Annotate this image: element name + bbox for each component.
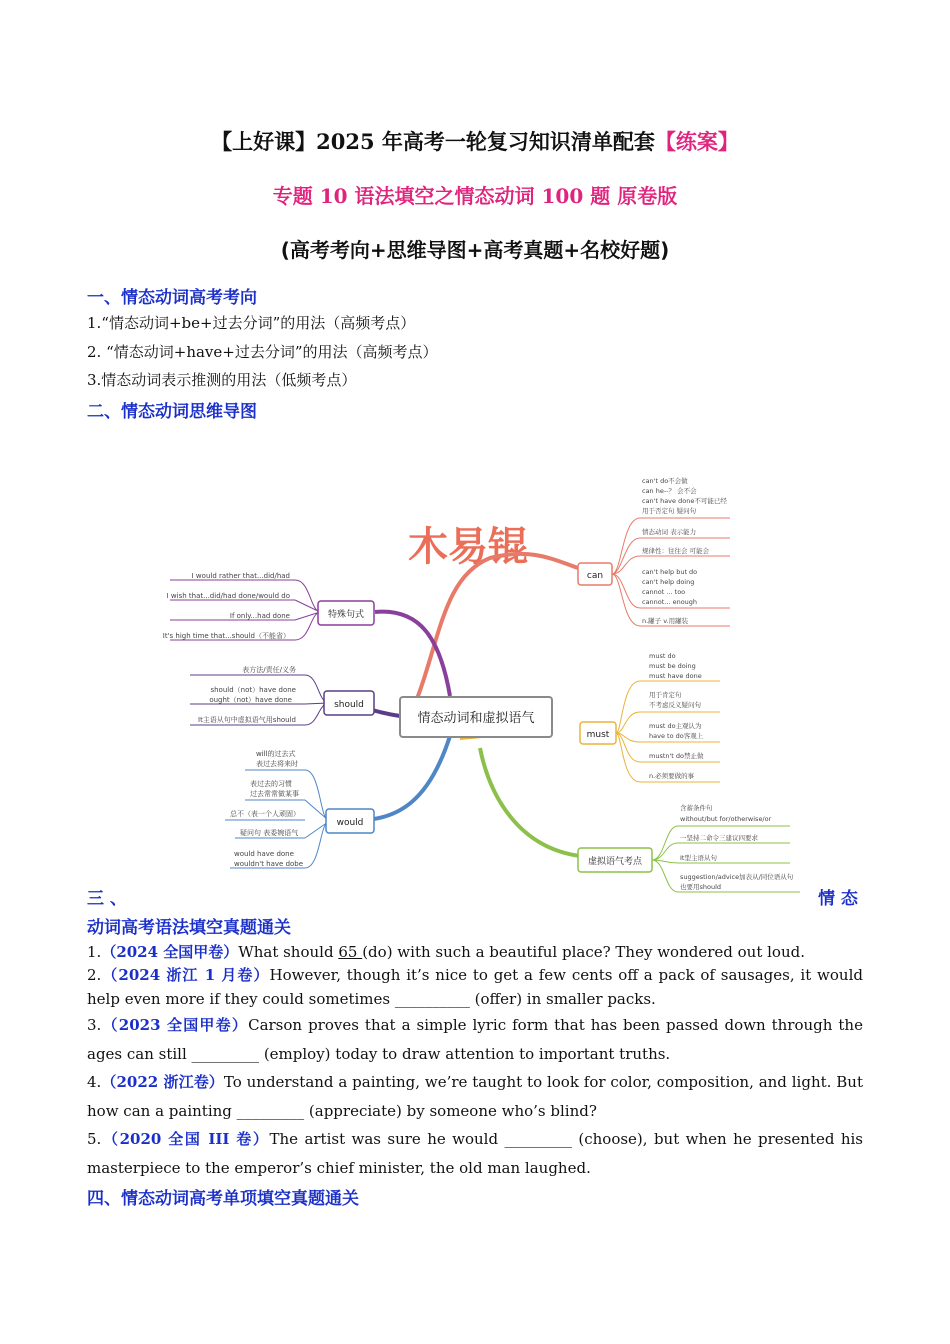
title-highlight: 【练案】 xyxy=(654,129,739,154)
document-subtitle: 专题 10 语法填空之情态动词 100 题 原卷版 xyxy=(272,184,678,208)
can-connectors xyxy=(612,518,640,626)
would-label: would xyxy=(336,818,364,828)
question-1 xyxy=(87,940,863,964)
question-5 xyxy=(87,1125,863,1184)
should-leaf: ought（not）have done xyxy=(209,696,292,704)
can-leaf: n.罐子 v.用罐装 xyxy=(642,617,689,625)
title-prefix: 【上好课】2025 年高考一轮复习知识清单配套 xyxy=(211,129,655,154)
special-leaf: I wish that...did/had done/would do xyxy=(166,592,290,600)
would-leaf: 疑问句 表委婉语气 xyxy=(240,829,299,837)
must-leaf: 用于肯定句 xyxy=(649,691,682,699)
question-number: 5. xyxy=(87,1130,102,1148)
special-label: 特殊句式 xyxy=(327,610,365,620)
question-source: （2020 全国 III 卷） xyxy=(101,1130,270,1148)
can-leaf: can't do不会做 xyxy=(642,477,688,485)
question-text: (do) with such a beautiful place? They wondered out loud. xyxy=(362,943,805,961)
question-source: （2023 全国甲卷） xyxy=(101,1016,249,1034)
can-label: can xyxy=(586,571,604,581)
subj-connectors xyxy=(652,826,678,892)
would-leaf: 表过去将来时 xyxy=(256,760,298,768)
branch-can-line xyxy=(410,554,578,716)
can-leaf: can't have done不可能已经 xyxy=(642,497,727,505)
subj-leaf: 含蓄条件句 xyxy=(680,804,713,812)
question-4 xyxy=(87,1068,863,1127)
special-leaf: I would rather that...did/had xyxy=(191,572,290,580)
would-leaf: wouldn't have dobe xyxy=(234,860,304,868)
must-leaf: must do xyxy=(649,652,676,660)
question-text: To understand a painting, we’re taught to look for color, composition, and light. But how can a painting _________ (appreciate) by someone who’s blind? xyxy=(87,1073,863,1121)
question-number: 2. xyxy=(87,966,102,984)
mind-map xyxy=(160,468,810,898)
question-source: （2024 浙江 1 月卷） xyxy=(101,966,270,984)
question-text: What should xyxy=(238,943,339,961)
must-leaf: must do主观认为 xyxy=(649,722,702,730)
branch-special-line xyxy=(375,612,450,696)
can-leaf: 情态动词 表示能力 xyxy=(642,528,697,536)
question-source: （2022 浙江卷） xyxy=(101,1073,224,1091)
must-leaf: must be doing xyxy=(649,662,696,670)
question-text: The artist was sure he would _________ (choose), but when he presented his masterpiece to the emperor’s chief minister, the old man laughed. xyxy=(87,1130,863,1178)
question-source: （2024 全国甲卷） xyxy=(101,943,239,961)
can-leaf: 用于否定句 疑问句 xyxy=(642,507,697,515)
section1-item: 2. “情态动词+have+过去分词”的用法（高频考点） xyxy=(87,343,438,361)
special-leaf: It's high time that...should（不能省） xyxy=(162,632,290,640)
subj-leaf: It型主语从句 xyxy=(680,854,717,862)
section3-heading-left: 三 、 xyxy=(87,889,127,909)
branch-subj-line xyxy=(480,748,580,856)
subj-label: 虚拟语气考点 xyxy=(587,857,643,867)
would-leaf: 表过去的习惯 xyxy=(250,780,292,788)
subj-leaf: 一坚持二命令三建议四要求 xyxy=(680,834,758,842)
must-leaf: mustn't do禁止做 xyxy=(649,752,704,760)
question-text: Carson proves that a simple lyric form that has been passed down through the ages can still _________ (employ) today to draw attention to important truths. xyxy=(87,1016,863,1064)
should-leaf: 表方法/责任/义务 xyxy=(242,666,296,674)
should-leaf: should（not）have done xyxy=(210,686,296,694)
would-leaf: 过去常常做某事 xyxy=(250,790,299,798)
section3-heading-line2: 动词高考语法填空真题通关 xyxy=(87,918,291,938)
section1-item: 3.情态动词表示推测的用法（低频考点） xyxy=(87,371,357,389)
document-tagline: (高考考向+思维导图+高考真题+名校好题) xyxy=(280,238,670,262)
center-label: 情态动词和虚拟语气 xyxy=(417,711,535,726)
must-leaf: 不考虑反义疑问句 xyxy=(649,701,701,709)
question-number: 4. xyxy=(87,1073,102,1091)
question-text: However, though it’s nice to get a few cents off a pack of sausages, it would help even more if they could sometimes __________ (offer) in smaller packs. xyxy=(87,966,863,1008)
subj-leaf: 也要用should xyxy=(680,883,722,891)
must-connectors xyxy=(616,681,640,782)
question-number: 1. xyxy=(87,943,102,961)
watermark: 木易锟 xyxy=(408,524,528,570)
would-leaf: will的过去式 xyxy=(256,750,296,758)
can-leaf: can he--？ 会不会 xyxy=(642,487,697,495)
document-title xyxy=(0,126,950,156)
would-connectors xyxy=(305,770,328,868)
should-label: should xyxy=(334,700,364,710)
section1-heading: 一、情态动词高考考向 xyxy=(87,288,257,308)
must-label: must xyxy=(586,730,610,740)
section2-heading: 二、情态动词思维导图 xyxy=(87,402,257,422)
can-leaf: can't help but do xyxy=(642,568,698,576)
question-number: 3. xyxy=(87,1016,102,1034)
question-3 xyxy=(87,1011,863,1070)
answer-blank[interactable]: 65 xyxy=(338,943,363,961)
must-leaf: must have done xyxy=(649,672,702,680)
would-leaf: 总不（表一个人顽固） xyxy=(230,810,300,818)
question-2 xyxy=(87,963,863,1011)
must-leaf: have to do客观上 xyxy=(649,732,704,740)
can-leaf: cannot ... too xyxy=(642,588,686,596)
special-connectors xyxy=(295,580,320,640)
section4-heading: 四、情态动词高考单项填空真题通关 xyxy=(87,1189,359,1209)
can-leaf: can't help doing xyxy=(642,578,695,586)
can-leaf: 规律性：往往会 可能会 xyxy=(642,547,710,555)
would-leaf: would have done xyxy=(234,850,294,858)
can-leaf: cannot... enough xyxy=(642,598,698,606)
subj-leaf: suggestion/advice加表从/同位语从句 xyxy=(680,873,794,881)
should-leaf: It主语从句中虚拟语气用should xyxy=(198,716,296,724)
must-leaf: n.必须要做的事 xyxy=(649,772,695,780)
section3-heading-right: 情 态 xyxy=(818,889,858,909)
branch-would-line xyxy=(350,736,450,820)
subj-leaf: without/but for/otherwise/or xyxy=(680,815,772,823)
special-leaf: If only...had done xyxy=(229,612,290,620)
section1-item: 1.“情态动词+be+过去分词”的用法（高频考点） xyxy=(87,314,416,332)
